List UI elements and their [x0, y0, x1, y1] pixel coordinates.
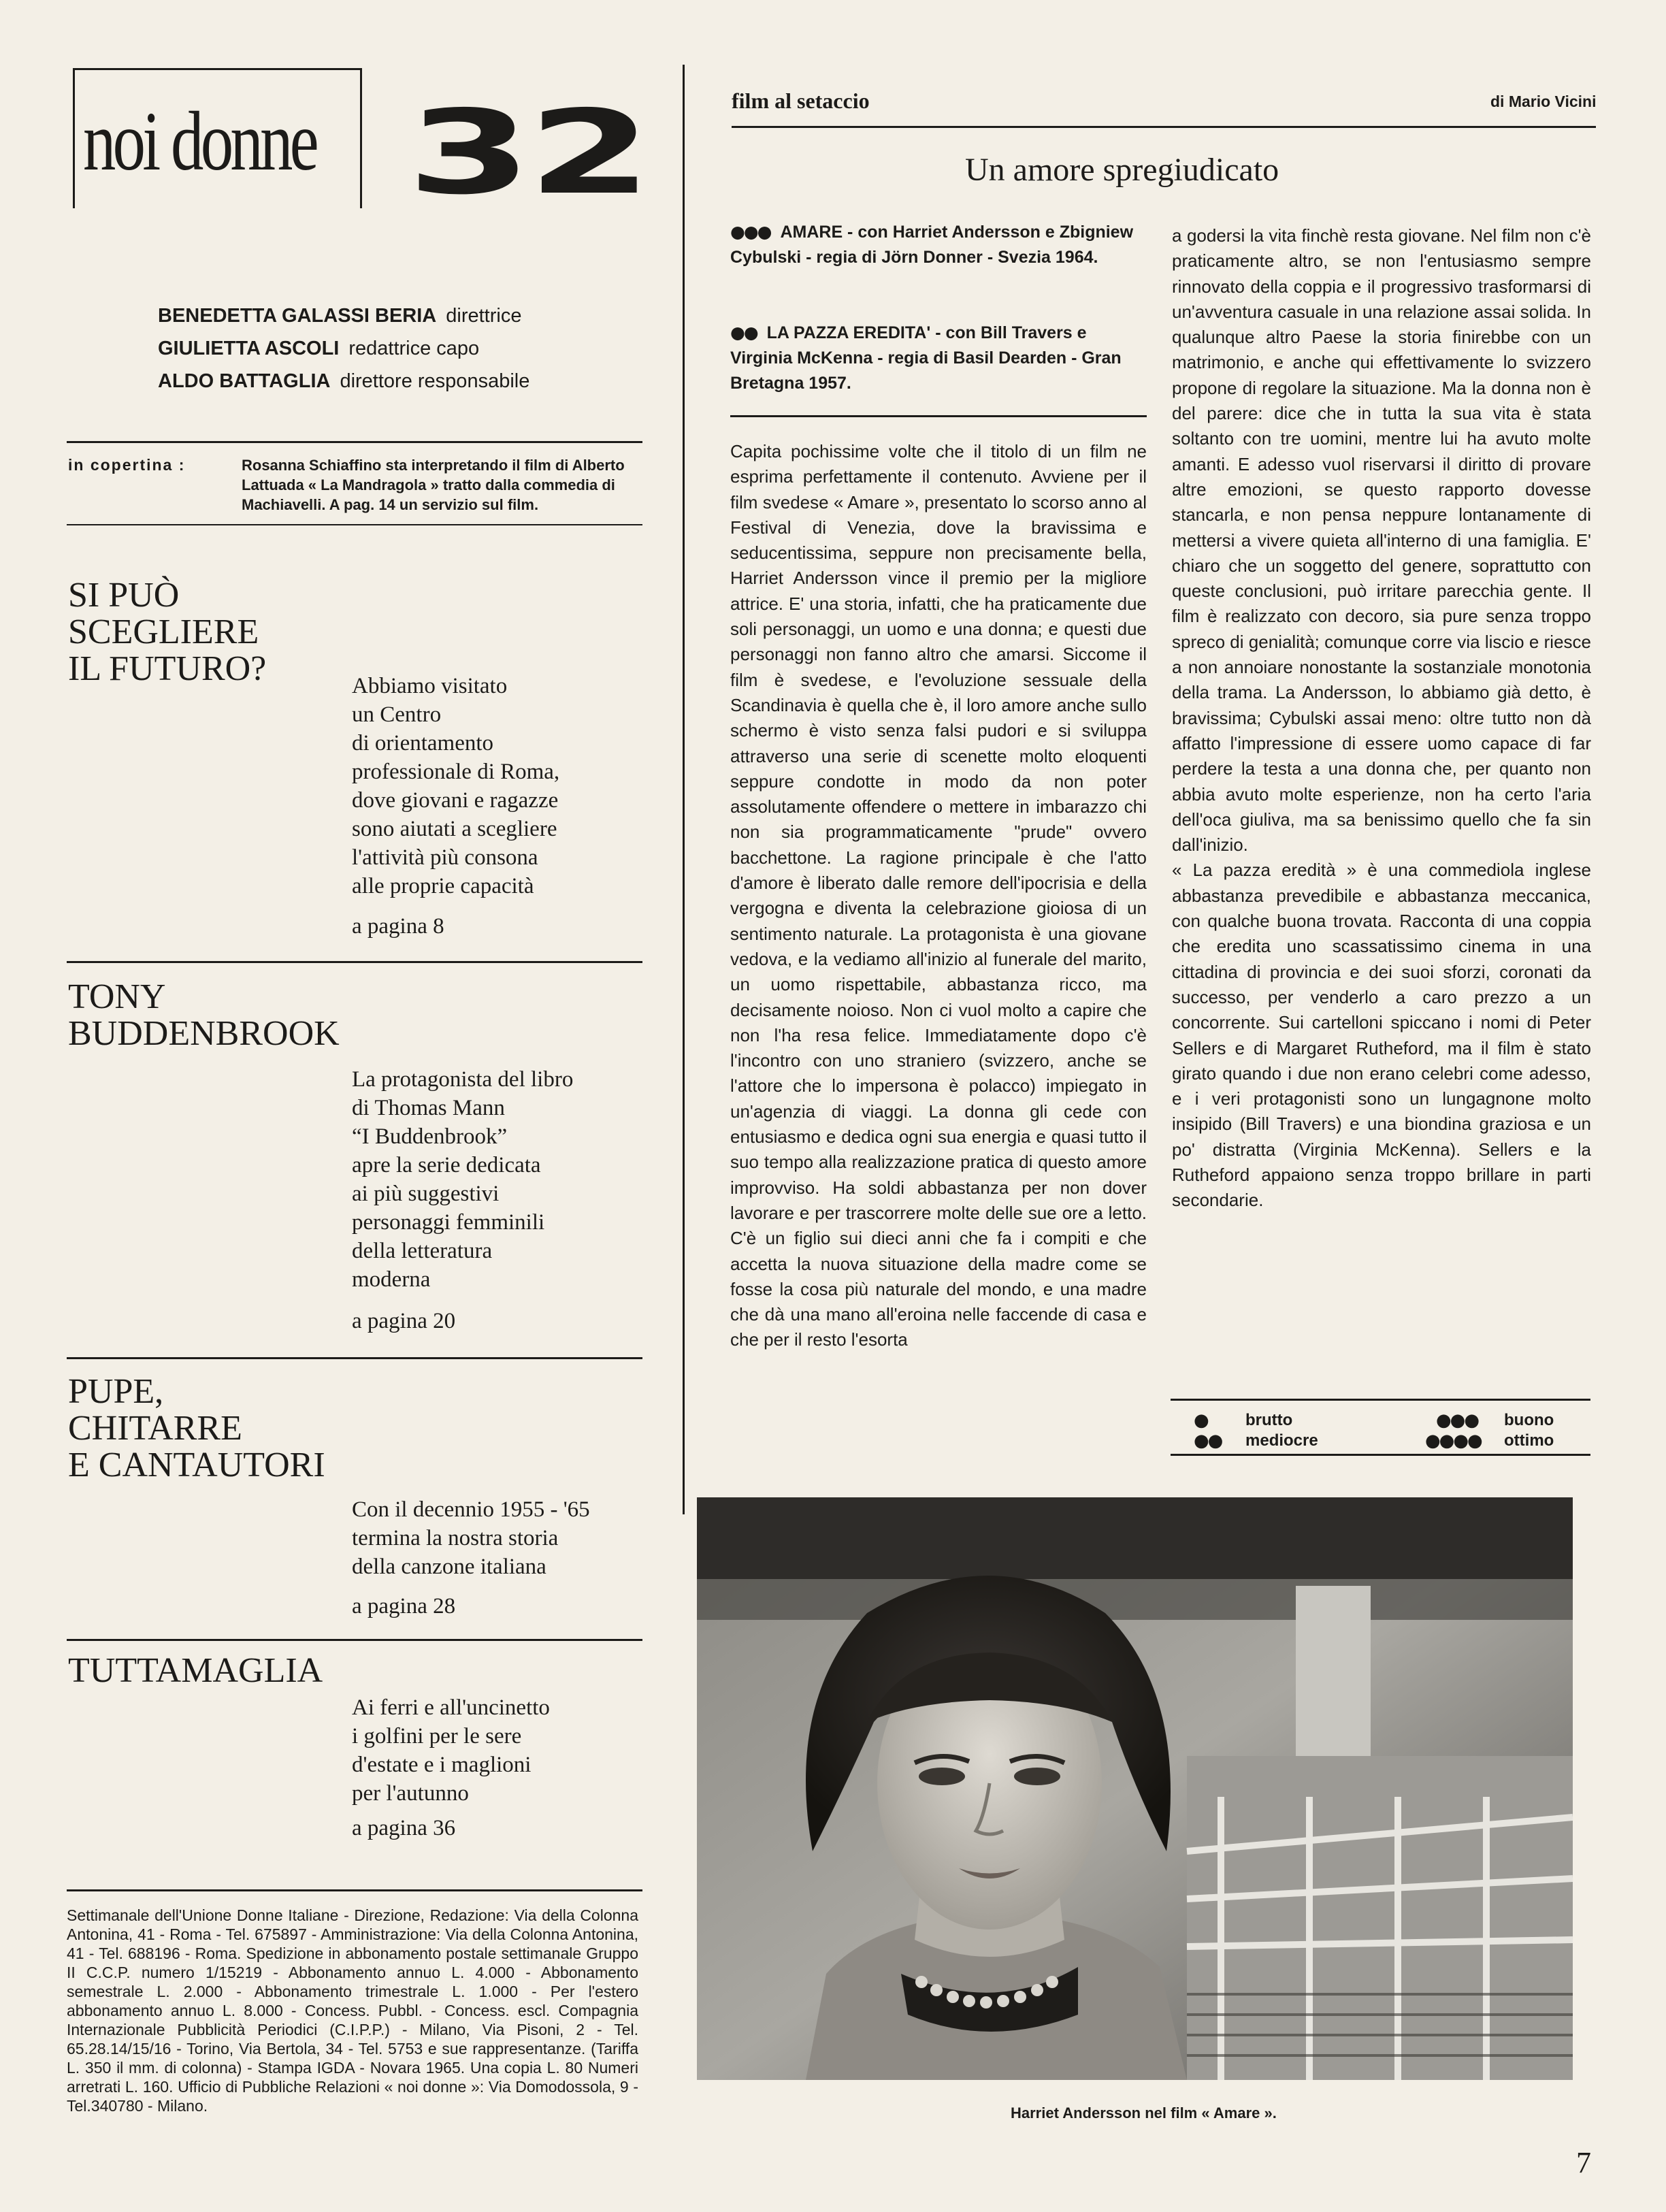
page-number: 7: [1576, 2146, 1591, 2179]
section-title: PUPE, CHITARRE E CANTAUTORI: [68, 1372, 325, 1484]
page-reference: a pagina 36: [352, 1816, 456, 1840]
staff-line: [158, 332, 479, 365]
rating-dots: ●●●: [730, 222, 771, 242]
staff-name: BENEDETTA GALASSI BERIA: [158, 305, 437, 327]
rating-legend: [1171, 1399, 1590, 1456]
cover-caption: Rosanna Schiaffino sta interpretando il film di Alberto Lattuada « La Mandragola » tratto dalla commedia di Machiavelli. A pag. 14 un servizio sul film.: [242, 457, 625, 513]
divider: [67, 1639, 642, 1641]
publisher-imprint: Settimanale dell'Unione Donne Italiane - Direzione, Redazione: Via della Colonna Antonina, 41 - Roma - Tel. 675897 - Amministrazione: Via della Colonna Antonina, 41 - Tel. 688196 - Roma. Spedizione in abbonamento postale settimanale Gruppo II C.C.P. numero 1/15219 - Abbonamento annuo L. 4.000 - Abbonamento semestrale L. 2.000 - Abbonamento trimestrale L. 1.000 - Per l'estero abbonamento annuo L. 8.000 - Concess. Pubbl. - Concess. escl. Compagnia Internazionale Pubblicità Periodici (C.I.P.P.) - Milano, Via Pisoni, 2 - Tel. 65.28.14/15/16 - Torino, Via Bertola, 34 - Tel. 5753 e sue rappresentanze. (Tariffa L. 350 il mm. di colonna) - Stampa IGDA - Novara 1965. Una copia L. 80 Numeri arretrati L. 160. Ufficio di Pubbliche Relazioni « noi donne »: Via Domodossola, 9 - Tel.340780 - Milano.: [67, 1906, 638, 2115]
legend-dots: ●●●: [1436, 1410, 1479, 1431]
legend-dots: ●: [1194, 1410, 1208, 1431]
staff-role: direttore responsabile: [340, 370, 530, 392]
column-divider: [683, 65, 685, 1514]
staff-line: [158, 299, 521, 332]
film-still-photo: [697, 1497, 1573, 2080]
page-reference: a pagina 28: [352, 1594, 456, 1619]
article-column-2: [1172, 223, 1591, 1214]
rating-dots: ●●: [730, 323, 757, 342]
divider: [67, 961, 642, 963]
article-column-1: [730, 439, 1147, 1353]
staff-role: redattrice capo: [348, 338, 480, 359]
divider: [67, 1889, 642, 1891]
film-entry: [730, 219, 1149, 270]
legend-dots: ●●: [1194, 1431, 1222, 1451]
body-paragraph: Capita pochissime volte che il titolo di un film ne esprima perfettamente il contenuto. Avviene per il film svedese « Amare », presentato lo scorso anno al Festival di Venezia, dove la bravissima e seducentissima, seppure non precisamente bella, Harriet Andersson vince il premio per la migliore attrice. E' una storia, infatti, che ha praticamente due soli personaggi, un uomo e una donna; e questi due personaggi non fanno altro che amarsi. Siccome il film è svedese, e l'evoluzione sessuale della Scandinavia è quella che è, il loro amore anche sullo schermo è visto senza falsi pudori e si sviluppa attraverso una serie di scenette molto eloquenti seppure condotte in modo da non poter assolutamente offendere o mettere in imbarazzo chi non sia programmaticamente "prude" ovvero bacchettone. La ragione principale è che l'atto d'amore è liberato dalle remore dell'ipocrisia e della vergogna e diventa la celebrazione gioiosa di un sentimento naturale. La protagonista è una giovane vedova, e la vediamo all'inizio al funerale del marito, un uomo rispettabile, abbastanza ricco, ma decisamente noioso. Non ci vuol molto a capire che non l'ha resa felice. Immediatamente dopo c'è l'incontro con uno straniero (svizzero, anche se l'attore che lo impersona è polacco) impiegato in un'agenzia di viaggi. La donna gli cede con entusiasmo e dedica ogni sua energia e quasi tutto il suo tempo alla realizzazione pratica di questo amore improvviso. Ha soldi abbastanza per non dover lavorare e per trascorrere molte delle sue ore a letto. C'è un figlio sui dieci anni che fa i compiti e che accetta la nuova situazione della madre come se fosse la cosa più naturale del mondo, e una madre che dà una mano all'eroina nelle faccende di casa e che per il resto l'esorta: [730, 441, 1147, 1350]
legend-dots: ●●●●: [1425, 1431, 1482, 1451]
divider: [67, 1357, 642, 1359]
staff-role: direttrice: [446, 305, 522, 327]
issue-number: 32: [407, 86, 649, 221]
film-credits: AMARE - con Harriet Andersson e Zbigniew Cybulski - regia di Jörn Donner - Svezia 1964.: [730, 223, 1134, 267]
legend-label: buono: [1504, 1411, 1554, 1429]
legend-label: mediocre: [1245, 1431, 1318, 1450]
section-title: SI PUÒ SCEGLIERE IL FUTURO?: [68, 576, 267, 688]
article-headline: Un amore spregiudicato: [965, 152, 1279, 188]
section-teaser: Abbiamo visitato un Centro di orientamento professionale di Roma, dove giovani e ragazze sono aiutati a scegliere l'attività più consona alle proprie capacità: [352, 674, 560, 898]
section-title: TUTTAMAGLIA: [68, 1651, 323, 1690]
body-paragraph: a godersi la vita finchè resta giovane. Nel film non c'è praticamente altro, se non l'entusiasmo sempre rinnovato della coppia e il progressivo trasformarsi di un'avventura casuale in una relazione assai solida. In qualunque altro Paese la storia finirebbe con un matrimonio, e anche qui effettivamente lo svizzero propone di regolare la situazione. Ma la donna non è del parere: dice che in tutta la sua vita è stata soltanto con tre uomini, mentre lui ha avuto molte amanti. E adesso vuol riservarsi il diritto di provare altre emozioni, se questo rapporto dovesse stancarla, e non pensa neppure lontanamente di mettersi a vivere quieta all'interno di una famiglia. E' chiaro che un soggetto del genere, soprattutto con queste conclusioni, può irritare parecchia gente. Il film è realizzato con decoro, sia pure senza troppo spreco di genialità; comunque corre via liscio e riesce a non annoiare nonostante la sostanziale monotonia della trama. La Andersson, lo abbiamo già detto, è bravissima; Cybulski assai meno: oltre tutto non dà affatto l'impressione di essere uomo capace di far perdere la testa a una donna che, per quanto non abbia avuto molte esperienze, non ha certo l'aria dell'oca giuliva, ma sa benissimo quello che fa sin dall'inizio.: [1172, 225, 1591, 856]
section-teaser: La protagonista del libro di Thomas Mann “I Buddenbrook” apre la serie dedicata ai più suggestivi personaggi femminili della letteratura moderna: [352, 1067, 574, 1292]
divider: [732, 126, 1596, 128]
divider: [730, 415, 1147, 417]
staff-name: ALDO BATTAGLIA: [158, 370, 331, 392]
legend-label: ottimo: [1504, 1431, 1554, 1450]
page-reference: a pagina 20: [352, 1309, 456, 1333]
cover-label: in copertina :: [68, 456, 186, 474]
staff-line: [158, 365, 529, 397]
photo-caption: Harriet Andersson nel film « Amare ».: [1011, 2104, 1277, 2121]
divider: [67, 441, 642, 443]
film-entry: [730, 320, 1149, 396]
staff-name: GIULIETTA ASCOLI: [158, 338, 340, 359]
body-paragraph: « La pazza eredità » è una commediola inglese abbastanza prevedibile e abbastanza meccanica, con qualche buona trovata. Racconta di una coppia che eredita uno scassatissimo cinema in una cittadina di provincia e dei suoi sforzi, coronati da successo, per venderlo a caro prezzo a un concorrente. Sui cartelloni spiccano i nomi di Peter Sellers e di Margaret Rutheford, ma il film è stato girato quando i due non erano celebri come adesso, e i veri protagonisti sono un lungagnone molto insipido (Bill Travers) e una biondina graziosa e un po' distratta (Virginia McKenna). Sellers e la Rutheford appaiono senza troppo brillare in parti secondarie.: [1172, 860, 1591, 1211]
section-teaser: Ai ferri e all'uncinetto i golfini per le sere d'estate e i maglioni per l'autunno: [352, 1695, 550, 1806]
byline: di Mario Vicini: [1490, 93, 1597, 110]
divider: [67, 524, 642, 525]
section-title: TONY BUDDENBROOK: [68, 977, 340, 1053]
section-teaser: Con il decennio 1955 - '65 termina la nostra storia della canzone italiana: [352, 1497, 590, 1579]
section-kicker: film al setaccio: [732, 88, 870, 113]
legend-label: brutto: [1245, 1411, 1293, 1429]
masthead-logo: noi donne: [83, 95, 316, 188]
page-reference: a pagina 8: [352, 914, 444, 939]
film-credits: LA PAZZA EREDITA' - con Bill Travers e Virginia McKenna - regia di Basil Dearden - Gran Bretagna 1957.: [730, 323, 1122, 393]
